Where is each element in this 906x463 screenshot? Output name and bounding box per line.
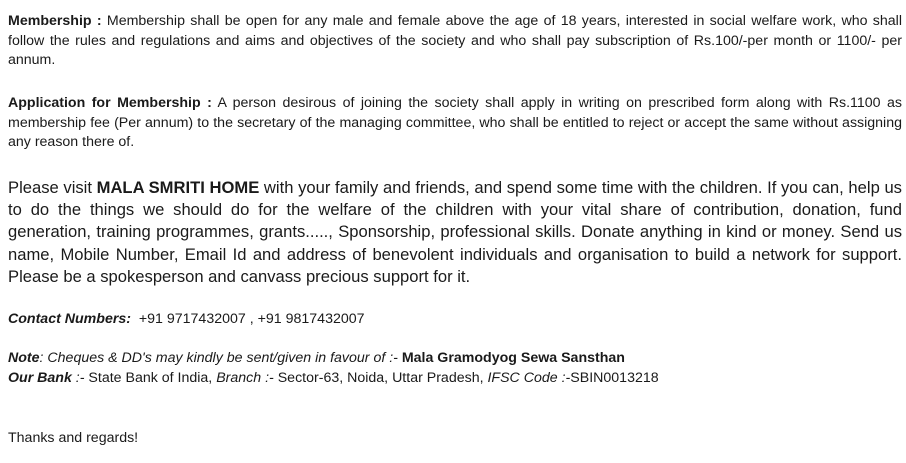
branch-label: Branch [216,370,262,386]
membership-paragraph [8,12,902,71]
contact-line [8,310,365,329]
bank-label: Our Bank [8,370,72,386]
bank-name: State Bank of India, [88,370,217,386]
application-text: A person desirous of joining the society shall apply in writing on prescribed form along with Rs.1100 as membership fee (Per annum) to the secretary of the managing committee, who shall be entitled to reject or accept the same without assigning any reason there of. [8,95,902,150]
appeal-text: with your family and friends, and spend some time with the children. If you can, help us to do the things we should do for the welfare of the children with your vital share of contribution, donation, fund generation, training programmes, grants....., Sponsorship, professional skills. Donate anything in kind or money. Send us name, Mobile Number, Email Id and address of benevolent individuals and organisation to build a network for support. Please be a spokesperson and canvass precious support for it. [8,178,902,286]
contact-numbers: +91 9717432007 , +91 9817432007 [130,311,365,327]
home-name: MALA SMRITI HOME [96,178,260,197]
application-heading: Application for Membership : [8,95,212,111]
ifsc-value: SBIN0013218 [570,370,659,386]
membership-heading: Membership : [8,13,102,29]
branch-value: Sector-63, Noida, Uttar Pradesh, [277,370,488,386]
membership-text: Membership shall be open for any male and female above the age of 18 years, interested in social welfare work, who shall follow the rules and regulations and aims and objectives of the society and who shall pay subscription of Rs.100/-per month or 1100/- per annum. [8,13,902,68]
closing-line: Thanks and regards! [8,430,139,446]
appeal-paragraph [8,177,902,288]
application-paragraph [8,94,902,153]
appeal-prefix: Please visit [8,178,97,197]
contact-label: Contact Numbers: [8,311,131,327]
bank-sep-3: :- [557,370,571,386]
note-text: : Cheques & DD's may kindly be sent/given in favour of :- [39,350,402,366]
bank-line [8,369,659,388]
ifsc-label: IFSC Code [487,370,558,386]
payee-name: Mala Gramodyog Sewa Sansthan [401,350,625,366]
note-label: Note [8,350,40,366]
bank-sep-1: :- [71,370,89,386]
note-line [8,349,625,368]
bank-sep-2: :- [261,370,278,386]
